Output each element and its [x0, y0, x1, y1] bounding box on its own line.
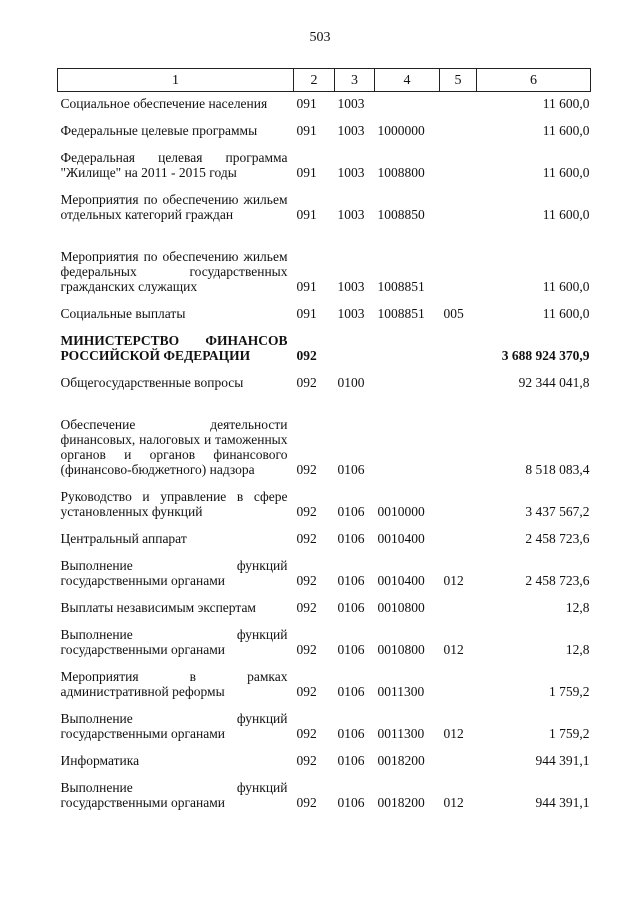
row-amount: 1 759,2: [549, 684, 590, 699]
row-target-code: [375, 375, 440, 390]
row-spacer: [58, 741, 591, 753]
row-target-code: [375, 402, 440, 477]
row-ministry-code: 092: [296, 795, 317, 810]
row-target-code: [375, 333, 440, 363]
row-name: Общегосударственные вопросы: [60, 375, 244, 390]
table-row: [58, 192, 591, 222]
row-spacer-cell: [58, 519, 591, 531]
row-section-code: 0106: [337, 795, 365, 810]
row-name: Руководство и управление в сфере установленных функций: [60, 489, 288, 519]
table-row: [58, 531, 591, 546]
table-row: [58, 600, 591, 615]
row-section-code: 1003: [337, 306, 365, 321]
row-section-code: 0106: [337, 600, 365, 615]
row-ministry-code: 091: [296, 306, 317, 321]
row-ministry-code: 092: [296, 642, 317, 657]
row-section-code: 0106: [337, 684, 365, 699]
row-amount: 11 600,0: [542, 207, 590, 222]
row-section-code: 0106: [337, 642, 365, 657]
row-name: Социальные выплаты: [60, 306, 186, 321]
row-amount: 11 600,0: [542, 306, 590, 321]
table-row: [58, 753, 591, 768]
row-amount: 12,8: [565, 642, 590, 657]
header-col-4: 4: [375, 69, 440, 92]
row-spacer: [58, 138, 591, 150]
row-target-code: 0010800: [377, 600, 425, 615]
row-ministry-code: 092: [296, 504, 317, 519]
row-ministry-code: 091: [296, 165, 317, 180]
table-row: [58, 234, 591, 294]
table-row: [58, 306, 591, 321]
row-spacer-cell: [58, 390, 591, 402]
row-target-code: 0011300: [377, 684, 425, 699]
row-ministry-code: 092: [296, 753, 317, 768]
page-number: 503: [309, 30, 331, 45]
row-ministry-code: 091: [296, 96, 317, 111]
row-spacer: [58, 363, 591, 375]
row-name: Выполнение функций государственными органами: [60, 780, 288, 810]
row-expense-type-code: [440, 234, 477, 294]
row-name: Центральный аппарат: [60, 531, 187, 546]
row-name: Выполнение функций государственными органами: [60, 558, 288, 588]
row-section-code: 1003: [337, 279, 365, 294]
row-spacer-cell: [58, 180, 591, 192]
row-amount: 1 759,2: [549, 726, 590, 741]
header-col-5: 5: [440, 69, 477, 92]
row-target-code: 0010400: [377, 573, 425, 588]
row-expense-type-code: [440, 96, 477, 111]
row-section-code: 0106: [337, 462, 365, 477]
row-section-code: [335, 333, 375, 363]
row-section-code: 1003: [337, 96, 365, 111]
row-ministry-code: 092: [296, 375, 317, 390]
row-section-code: 1003: [337, 123, 365, 138]
budget-table: [57, 68, 591, 810]
row-target-code: 0010800: [377, 642, 425, 657]
row-target-code: 1008851: [377, 279, 425, 294]
row-spacer-cell: [58, 699, 591, 711]
table-row: [58, 333, 591, 363]
row-spacer: [58, 615, 591, 627]
row-section-code: 0106: [337, 504, 365, 519]
row-spacer: [58, 477, 591, 489]
row-expense-type-code: [440, 531, 477, 546]
row-ministry-code: 092: [296, 462, 317, 477]
header-col-1: 1: [58, 69, 294, 92]
row-spacer-cell: [58, 588, 591, 600]
row-spacer: [58, 588, 591, 600]
table-row: [58, 150, 591, 180]
row-name: Выполнение функций государственными органами: [60, 711, 288, 741]
table-row: [58, 558, 591, 588]
row-name: Выполнение функций государственными органами: [60, 627, 288, 657]
row-target-code: 0011300: [377, 726, 425, 741]
row-name: Федеральная целевая программа "Жилище" на 2011 - 2015 годы: [60, 150, 288, 180]
row-spacer: [58, 390, 591, 402]
row-spacer: [58, 657, 591, 669]
row-spacer-cell: [58, 741, 591, 753]
row-name: Мероприятия по обеспечению жильем федеральных государственных гражданских служащих: [60, 249, 288, 294]
row-amount: 11 600,0: [542, 96, 590, 111]
row-amount: 3 688 924 370,9: [501, 348, 590, 363]
row-ministry-code: 092: [296, 348, 317, 363]
table-header: [58, 69, 591, 92]
row-amount: 11 600,0: [542, 165, 590, 180]
row-name: Мероприятия по обеспечению жильем отдельных категорий граждан: [60, 192, 288, 222]
row-amount: 3 437 567,2: [525, 504, 590, 519]
row-ministry-code: 091: [296, 207, 317, 222]
row-amount: 8 518 083,4: [525, 462, 590, 477]
row-target-code: 0018200: [377, 753, 425, 768]
row-name: Выплаты независимым экспертам: [60, 600, 256, 615]
row-target-code: 0010000: [377, 504, 425, 519]
row-spacer-cell: [58, 477, 591, 489]
table-row: [58, 123, 591, 138]
row-spacer-cell: [58, 138, 591, 150]
row-amount: 2 458 723,6: [525, 573, 590, 588]
row-expense-type-code: 012: [443, 795, 464, 810]
row-spacer-cell: [58, 321, 591, 333]
row-name: МИНИСТЕРСТВО ФИНАНСОВ РОССИЙСКОЙ ФЕДЕРАЦИИ: [60, 333, 288, 363]
row-section-code: 0100: [337, 375, 365, 390]
row-expense-type-code: [440, 669, 477, 699]
row-spacer-cell: [58, 111, 591, 123]
header-col-6: 6: [477, 69, 591, 92]
table-row: [58, 402, 591, 477]
row-name: Социальное обеспечение населения: [60, 96, 268, 111]
row-amount: 11 600,0: [542, 123, 590, 138]
row-expense-type-code: [440, 753, 477, 768]
row-spacer: [58, 222, 591, 234]
row-spacer: [58, 699, 591, 711]
row-expense-type-code: [440, 192, 477, 222]
header-row: [58, 69, 591, 92]
row-section-code: 0106: [337, 531, 365, 546]
row-name: Обеспечение деятельности финансовых, налоговых и таможенных органов и органов финансового (финансово-бюджетного) надзора: [60, 417, 288, 477]
row-spacer: [58, 111, 591, 123]
row-expense-type-code: 012: [443, 726, 464, 741]
row-expense-type-code: 012: [443, 573, 464, 588]
row-target-code: 0018200: [377, 795, 425, 810]
row-expense-type-code: [440, 489, 477, 519]
table-row: [58, 780, 591, 810]
table-body: [58, 92, 591, 811]
row-spacer: [58, 519, 591, 531]
row-target-code: 1008800: [377, 165, 425, 180]
row-spacer: [58, 294, 591, 306]
row-expense-type-code: 012: [443, 642, 464, 657]
row-amount: 944 391,1: [535, 753, 590, 768]
row-name: Федеральные целевые программы: [60, 123, 258, 138]
row-expense-type-code: [440, 333, 477, 363]
row-spacer: [58, 180, 591, 192]
row-spacer: [58, 546, 591, 558]
row-expense-type-code: [440, 600, 477, 615]
row-amount: 12,8: [565, 600, 590, 615]
row-target-code: 0010400: [377, 531, 425, 546]
row-amount: 92 344 041,8: [518, 375, 590, 390]
row-expense-type-code: [440, 375, 477, 390]
row-expense-type-code: [440, 402, 477, 477]
header-col-2: 2: [294, 69, 335, 92]
row-spacer-cell: [58, 546, 591, 558]
row-section-code: 0106: [337, 573, 365, 588]
row-amount: 2 458 723,6: [525, 531, 590, 546]
row-amount: 11 600,0: [542, 279, 590, 294]
row-amount: 944 391,1: [535, 795, 590, 810]
row-ministry-code: 092: [296, 600, 317, 615]
row-spacer-cell: [58, 657, 591, 669]
row-ministry-code: 091: [296, 279, 317, 294]
row-ministry-code: 092: [296, 531, 317, 546]
row-ministry-code: 092: [296, 573, 317, 588]
row-expense-type-code: 005: [443, 306, 464, 321]
table-row: [58, 711, 591, 741]
table-row: [58, 375, 591, 390]
row-section-code: 0106: [337, 726, 365, 741]
row-name: Мероприятия в рамках административной реформы: [60, 669, 288, 699]
table-row: [58, 489, 591, 519]
row-ministry-code: 092: [296, 726, 317, 741]
row-spacer-cell: [58, 222, 591, 234]
row-spacer-cell: [58, 363, 591, 375]
row-spacer: [58, 321, 591, 333]
row-target-code: 1008850: [377, 207, 425, 222]
table-row: [58, 669, 591, 699]
row-ministry-code: 091: [296, 123, 317, 138]
row-target-code: 1000000: [377, 123, 425, 138]
row-target-code: [375, 96, 440, 111]
row-spacer-cell: [58, 768, 591, 780]
table-row: [58, 627, 591, 657]
row-spacer-cell: [58, 294, 591, 306]
row-name: Информатика: [60, 753, 140, 768]
row-section-code: 1003: [337, 207, 365, 222]
header-col-3: 3: [335, 69, 375, 92]
row-section-code: 0106: [337, 753, 365, 768]
row-expense-type-code: [440, 150, 477, 180]
table-row: [58, 96, 591, 111]
row-ministry-code: 092: [296, 684, 317, 699]
row-section-code: 1003: [337, 165, 365, 180]
row-spacer-cell: [58, 615, 591, 627]
row-target-code: 1008851: [377, 306, 425, 321]
row-expense-type-code: [440, 123, 477, 138]
row-spacer: [58, 768, 591, 780]
